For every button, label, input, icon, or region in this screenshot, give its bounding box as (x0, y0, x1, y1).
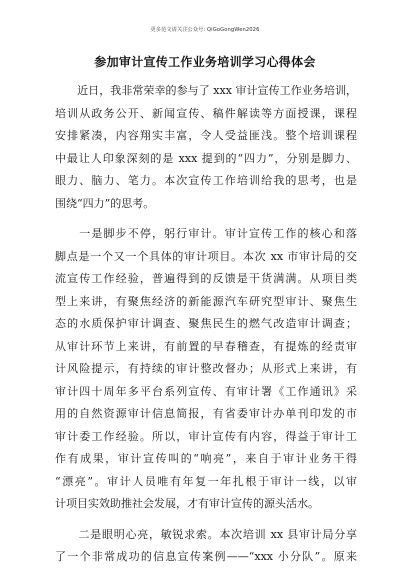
header-note: 更多范文请关注公众号: QiGoGongWen2026 (150, 27, 260, 33)
text-line: 中最让人印象深刻的是 xxx 提到的“四力”，分别是脚力、 (55, 151, 357, 165)
text-line: 用的自然资源审计信息简报，有省委审计办单刊印发的市 (55, 407, 357, 420)
text-line: 计风险提示，有持续的审计整改督办；从形式上来讲，有 (55, 362, 357, 375)
paragraph-point-two (55, 524, 357, 569)
text-line: 安排紧凑，内容翔实丰富，令人受益匪浅。整个培训课程 (55, 129, 357, 142)
text-line: 脚点是一个又一个具体的审计项目。本次 xx 市审计局的交 (55, 249, 357, 263)
text-line: 二是眼明心亮，敏锐求索。本次培训 xx 县审计局分享 (55, 527, 357, 541)
text-line: 型上来讲，有聚焦经济的新能源汽车研究型审计、聚焦生 (55, 294, 357, 308)
paragraph-intro (55, 80, 357, 215)
text-line: 培训从政务公开、新闻宣传、稿件解读等方面授课，课程 (55, 106, 357, 120)
text-line: 作有成果，审计宣传叫的“响亮”，来自于审计业务干得 (55, 452, 357, 465)
text-line: 态的水质保护审计调查、聚焦民生的燃气改造审计调查； (55, 317, 357, 330)
text-line: 从审计环节上来讲，有前置的早春稽查，有提炼的经责审 (55, 339, 357, 353)
text-line: 审计四十周年多平台系列宣传、有审计署《工作通讯》采 (55, 384, 357, 398)
text-line: 一是脚步不停，躬行审计。审计宣传工作的核心和落 (55, 227, 357, 240)
text-line: 流宣传工作经验，普遍得到的反馈是干货满满。从项目类 (55, 272, 357, 285)
document-title: 参加审计宣传工作业务培训学习心得体会 (94, 55, 316, 69)
text-line: 计项目实效助推社会发展，才有审计宣传的源头活水。 (55, 497, 319, 510)
text-line: 近日，我非常荣幸的参与了 xxx 审计宣传工作业务培训， (55, 84, 357, 97)
text-line: 审计委工作经验。所以，审计宣传有内容，得益于审计工 (55, 429, 357, 443)
text-line: 眼力、脑力、笔力。本次宣传工作培训给我的思考，也是 (55, 174, 357, 187)
text-line: 围绕“四力”的思考。 (55, 196, 155, 210)
text-line: “漂亮”。审计人员唯有年复一年扎根于审计一线，以审 (55, 474, 357, 488)
document-body (55, 80, 357, 577)
paragraph-point-one (55, 223, 357, 516)
text-line: 了一个非常成功的信息宣传案例——“xxx 小分队”。原来 (55, 550, 357, 563)
